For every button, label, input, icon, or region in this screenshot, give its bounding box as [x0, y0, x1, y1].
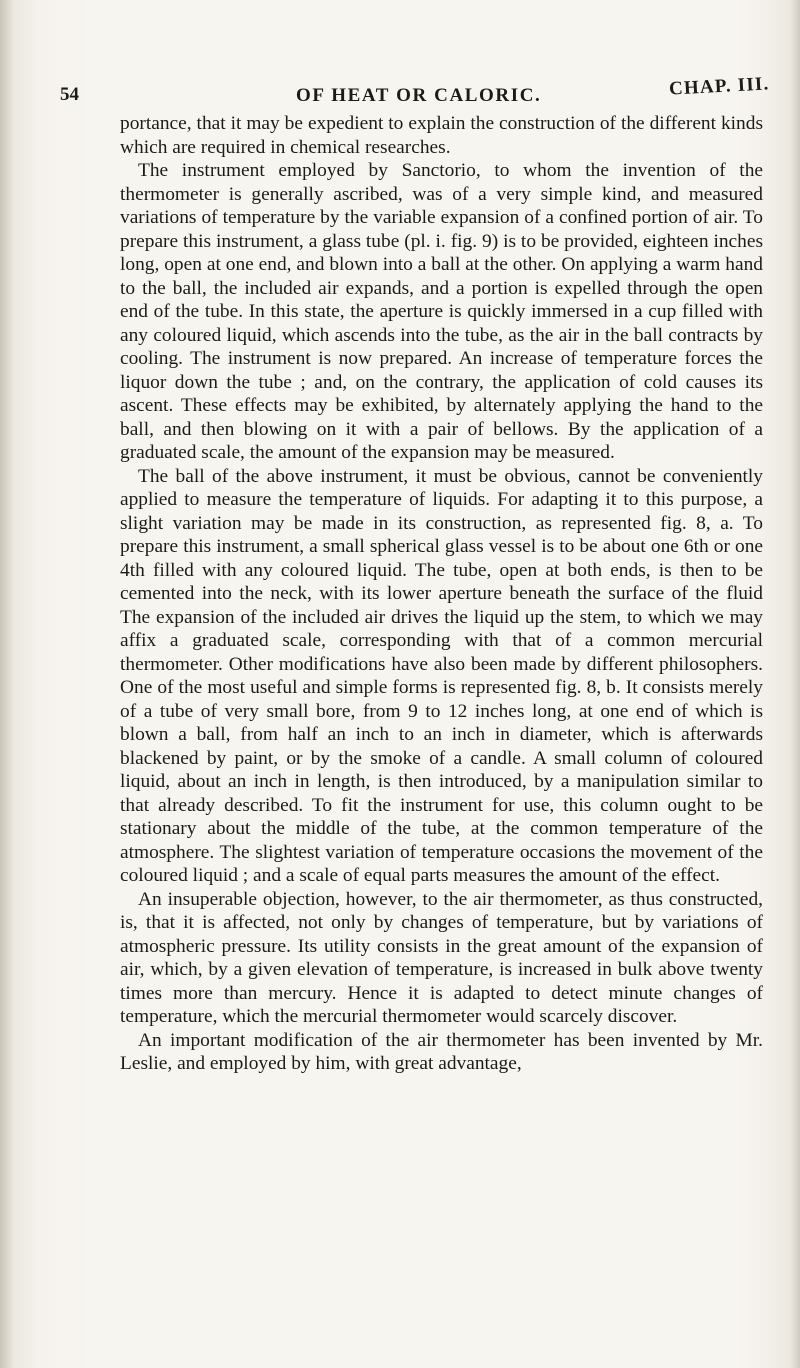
- page-gutter-left: [0, 0, 14, 1368]
- paragraph-leslie-modification: An important modification of the air thermometer has been invented by Mr. Leslie, and employed by him, with great advantage,: [120, 1029, 763, 1074]
- paragraph-sanctorio-instrument: The instrument employed by Sanctorio, to whom the invention of the thermometer is generally ascribed, was of a very simple kind, and measured variations of temperature by the variable expansion of a confined portion of air. To prepare this instrument, a glass tube (pl. i. fig. 9) is to be provided, eighteen inches long, open at one end, and blown into a ball at the other. On applying a warm hand to the ball, the included air expands, and a portion is expelled through the open end of the tube. In this state, the aperture is quickly immersed in a cup filled with any coloured liquid, which ascends into the tube, as the air in the ball contracts by cooling. The instrument is now prepared. An increase of temperature forces the liquor down the tube ; and, on the contrary, the application of cold causes its ascent. These effects may be exhibited, by alternately applying the hand to the ball, and then blowing on it with a pair of bellows. By the application of a graduated scale, the amount of the expansion may be measured.: [120, 160, 763, 463]
- running-head: [60, 73, 771, 112]
- body-text: [120, 112, 763, 1076]
- page-number: 54: [60, 84, 79, 105]
- running-title: OF HEAT OR CALORIC.: [296, 85, 542, 106]
- paragraph-objection: An insuperable objection, however, to the air thermometer, as thus constructed, is, that it is affected, not only by changes of temperature, but by variations of atmospheric pressure. Its utility consists in the great amount of the expansion of air, which, by a given elevation of temperature, is increased in bulk above twenty times more than mercury. Hence it is adapted to detect minute changes of temperature, which the mercurial thermometer would scarcely discover.: [120, 888, 763, 1027]
- page-edge-right: [790, 0, 800, 1368]
- chapter-label: CHAP. III.: [668, 73, 771, 100]
- paragraph-continuation: portance, that it may be expedient to explain the construction of the different kinds which are required in chemical researches.: [120, 113, 763, 158]
- paragraph-liquid-modification: The ball of the above instrument, it must be obvious, cannot be conveniently applied to measure the temperature of liquids. For adapting it to this purpose, a slight variation may be made in its construction, as represented fig. 8, a. To prepare this instrument, a small spherical glass vessel is to be about one 6th or one 4th filled with any coloured liquid. The tube, open at both ends, is then to be cemented into the neck, with its lower aperture beneath the surface of the fluid The expansion of the included air drives the liquid up the stem, to which we may affix a graduated scale, corresponding with that of a common mercurial thermometer. Other modifications have also been made by different philosophers. One of the most useful and simple forms is represented fig. 8, b. It consists merely of a tube of very small bore, from 9 to 12 inches long, at one end of which is blown a ball, from half an inch to an inch in diameter, which is afterwards blackened by paint, or by the smoke of a candle. A small column of coloured liquid, about an inch in length, is then introduced, by a manipulation similar to that already described. To fit the instrument for use, this column ought to be stationary about the middle of the tube, at the common temperature of the atmosphere. The slightest variation of temperature occasions the movement of the coloured liquid ; and a scale of equal parts measures the amount of the effect.: [120, 465, 763, 886]
